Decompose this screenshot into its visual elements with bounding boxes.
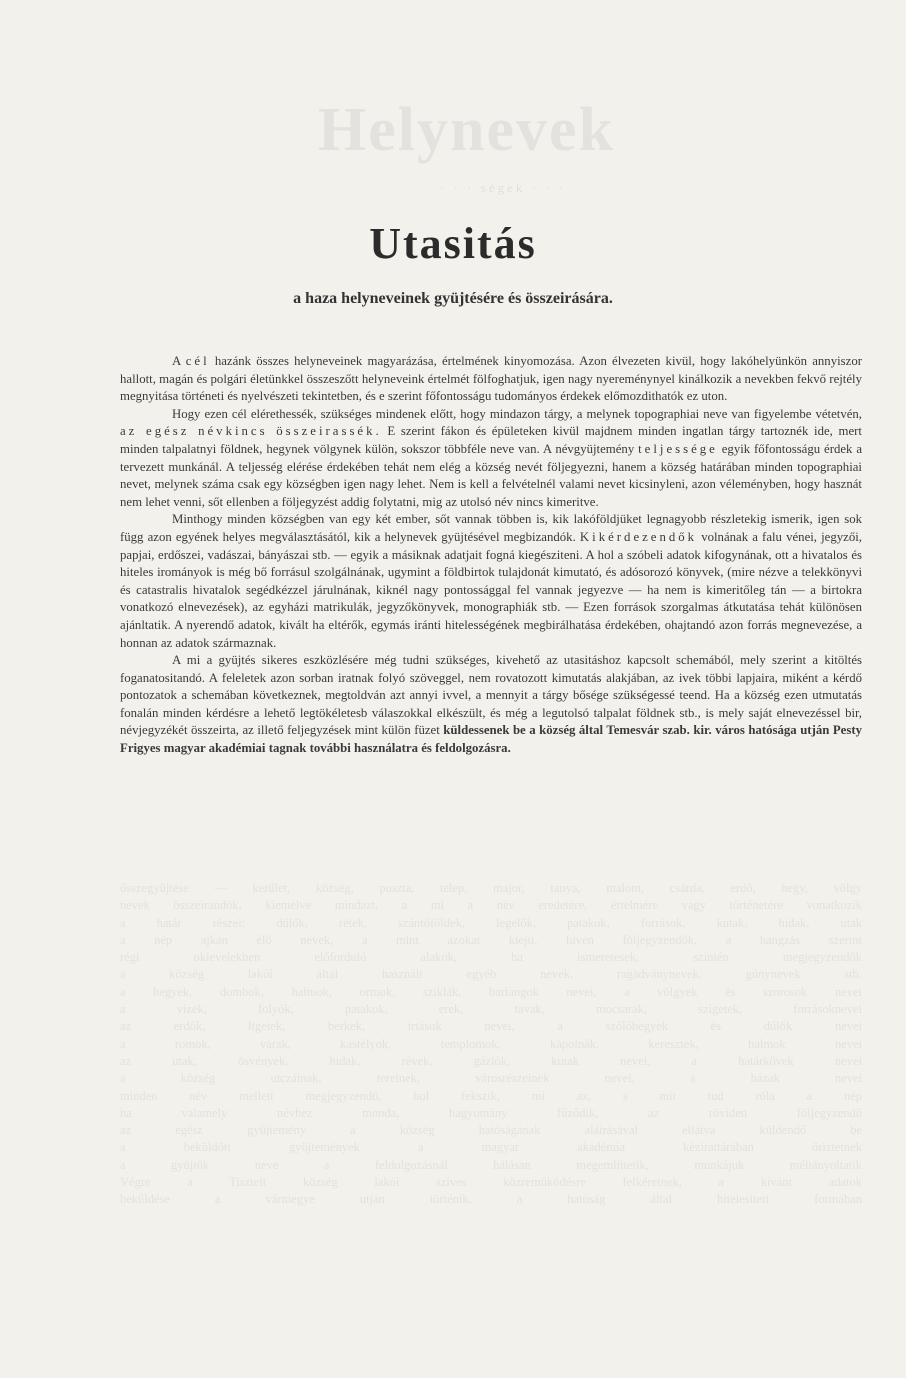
bleed-line: Végre a Tisztelt község lakói szives közreműködésre felkéretnek, a kivánt adatok bbox=[120, 1175, 862, 1190]
bleed-line: a gyüjtők neve a feldolgozásnál hálásan megemlíttetik, munkájuk méltányoltatik bbox=[120, 1157, 862, 1172]
bleed-line: nevek összeirandók, kiemelve mindazt, a mi a név eredetére, értelmére vagy történetére vonatkozik bbox=[120, 898, 862, 913]
bleed-line: ha valamely névhez monda, hagyomány fűződik, az röviden följegyzendő bbox=[120, 1105, 862, 1120]
page-title: Utasitás bbox=[369, 219, 537, 268]
paragraph-completeness bbox=[120, 406, 862, 512]
paragraph-purpose bbox=[120, 353, 862, 406]
bleed-line: beküldése a vármegye utján történik, a hatóság által hitelesitett formában bbox=[120, 1192, 862, 1207]
bleed-line: a nép ajkán élő nevek, a mint azokat kiejti, hiven följegyzendők, a hangzás szerint bbox=[120, 932, 862, 947]
emphasis-spaced: Kikérdezendők bbox=[579, 529, 698, 544]
bleed-line: minden név mellett megjegyzendő, hol fekszik, mi az, s mit tud róla a nép bbox=[120, 1088, 862, 1103]
bleed-through-text bbox=[120, 880, 862, 1209]
text-run: A mi a gyüjtés sikeres eszközlésére még tudni szükséges, kivehető az utasitáshoz kapcsolt schemából, mely szerint a kitöltés foganatositandó. A feleletek azon sorban iratnak folyó szöveggel, nem rovatozott kimutatás alakjában, az ivek többi lapjaira, miként a kérdő pontozatok a schemában következnek, megtoldván azt annyi ivvel, a mennyit a tárgy bősége szükségessé teend. Ha a község ezen utmutatás fonalán minden kérdésre a lehető legtökéletesb válaszokkal elkészült, és még a legutolsó talpalat földnek stb., is mely saját elnevezéssel bir, névjegyzékét összeirta, az illető feljegyzések mint külön füzet bbox=[120, 653, 862, 738]
bleed-line: a község lakói által használt egyéb nevek, ragadványnevek, gúnynevek stb. bbox=[120, 967, 862, 982]
bleed-line: az egész gyüjtemény a község hatóságának aláirásával ellátva küldendő be bbox=[120, 1123, 862, 1138]
text-run: A bbox=[172, 354, 186, 368]
body-text bbox=[120, 353, 862, 758]
bleed-line: a beküldött gyüjtemények a magyar akadémia kézirattárában őriztetnek bbox=[120, 1140, 862, 1155]
bleed-line: a község utczáinak, tereinek, városrészeinek nevei, a házak nevei bbox=[120, 1071, 862, 1086]
bleed-line: a romok, várak, kastélyok, templomok, kápolnák, keresztek, halmok nevei bbox=[120, 1036, 862, 1051]
bleed-line: az utak, ösvények, hidak, révek, gázlók, kutak nevei, a határkövek nevei bbox=[120, 1053, 862, 1068]
bleed-line: ősszegyüjtése — kerület, község, puszta, telep, major, tanya, malom, csárda, erdő, hegy, völgy bbox=[120, 881, 862, 895]
emphasis-spaced: cél bbox=[185, 354, 210, 368]
bleed-line: a hegyek, dombok, halmok, ormok, sziklák, barlangok nevei, a völgyek és szorosok nevei bbox=[120, 984, 862, 999]
page-subtitle: a haza helyneveinek gyüjtésére és összeirására. bbox=[293, 290, 613, 307]
bleed-through-subtitle: · · · ségek · · · bbox=[440, 180, 567, 195]
bleed-line: régi oklevelekben előforduló alakok, ha ismeretesek, szintén megjegyzendők bbox=[120, 950, 862, 965]
text-run: Hogy ezen cél elérethessék, szükséges mindenek előtt, hogy mindazon tárgy, a melynek topographiai neve van figyelembe vétetvén, bbox=[172, 406, 862, 421]
text-run: Minthogy minden községben van egy két ember, sőt vannak többen is, kik lakóföldjüket legnagyobb részletekig ismerik, igen sok függ azon egyének helyes megválasztásától, kik a helynevek gyüjtésével megbizandók. bbox=[120, 512, 862, 544]
bleed-line: a vizek, folyók, patakok, erek, tavak, mocsarak, szigetek, forrásoknevei bbox=[120, 1002, 862, 1017]
text-run: volnának a falu vénei, jegyzői, papjai, erdőszei, vadászai, bányászai stb. — egyik a másiknak adatjait fogná kiegésziteni. A hol a szóbeli adatok kifogynának, ott a hivatalos és hiteles irományok is még bő forrásul szolgálnának, ugymint a földbirtok tulajdonát kimutató, és adósorozó könyvek, (mire nézve a telekkönyvi és catastralis hivatalok segédkézzel járulnának, kiknél nagy pontossággal fel vannak jegyezve — ha nem is kimeritőleg tán — a birtokra vonatkozó elnevezések), az egyházi matrikulák, jegyzőkönyvek, monographiák stb. — Ezen források szorgalmas átkutatása tehát különösen ajánltatik. A nyerendő adatok, kivált ha eltérők, egymás iránti hitelességének megbirálhatása érdekében, ohajtandó azon forrás megnevezése, a honnan az adatok származnak. bbox=[120, 529, 862, 650]
bleed-line: az erdők, ligetek, berkek, irtások nevei, a szőlőhegyek és dűlők nevei bbox=[120, 1019, 862, 1034]
submission-instruction: küldessenek be a község által Temesvár szab. kir. város hatósága utján Pesty Frigyes magyar akadémiai tagnak további használatra és feldolgozásra. bbox=[120, 723, 862, 756]
text-run: E szerint fákon és épületeken kivül majdnem minden ingatlan tárgy tartoznék ide, mert minden talpalatnyi földnek, hegynek völgynek külön, sokszor többféle neve van. A névgyüjtemény bbox=[120, 424, 862, 456]
emphasis-spaced: teljessége bbox=[638, 441, 718, 456]
paragraph-sources bbox=[120, 511, 862, 652]
paragraph-instructions bbox=[120, 652, 862, 758]
emphasis-spaced: az egész névkincs összeirassék. bbox=[120, 424, 382, 439]
text-run: egyik főfontosságu érdek a tervezett munkánál. A teljesség elérése érdekében tehát nem elég a község nevét följegyezni, hanem a község határában minden topographiai nevet, melynek száma csak egy községben igen nagy lehet. Nem is kell a felvételnél valami nevet kicsinyleni, azon véleményben, hogy hasznát nem lehet venni, sőt ellenben a följegyzést addig folytatni, mig az utolsó név nincs kimeritve. bbox=[120, 441, 863, 509]
bleed-line: a határ részei: dűlők, rétek, szántóföldek, legelők, patakok, források, kutak, hidak, utak bbox=[120, 915, 862, 930]
bleed-through-title: Helynevek bbox=[318, 96, 615, 164]
text-run: hazánk összes helyneveinek magyarázása, értelmének kinyomozása. Azon élvezeten kivül, hogy lakóhelyünkön annyiszor hallott, magán és polgári életünkkel összeszőtt helyneveink értelmét fölfoghatjuk, igen nagy nyereménynyel kinálkozik a nevekben fekvő rejtély megnyitása történeti és nyelvészeti tekintetben, és e szerint főfontosságu tudományos érdekek előmozdithatók ez uton. bbox=[120, 354, 862, 404]
